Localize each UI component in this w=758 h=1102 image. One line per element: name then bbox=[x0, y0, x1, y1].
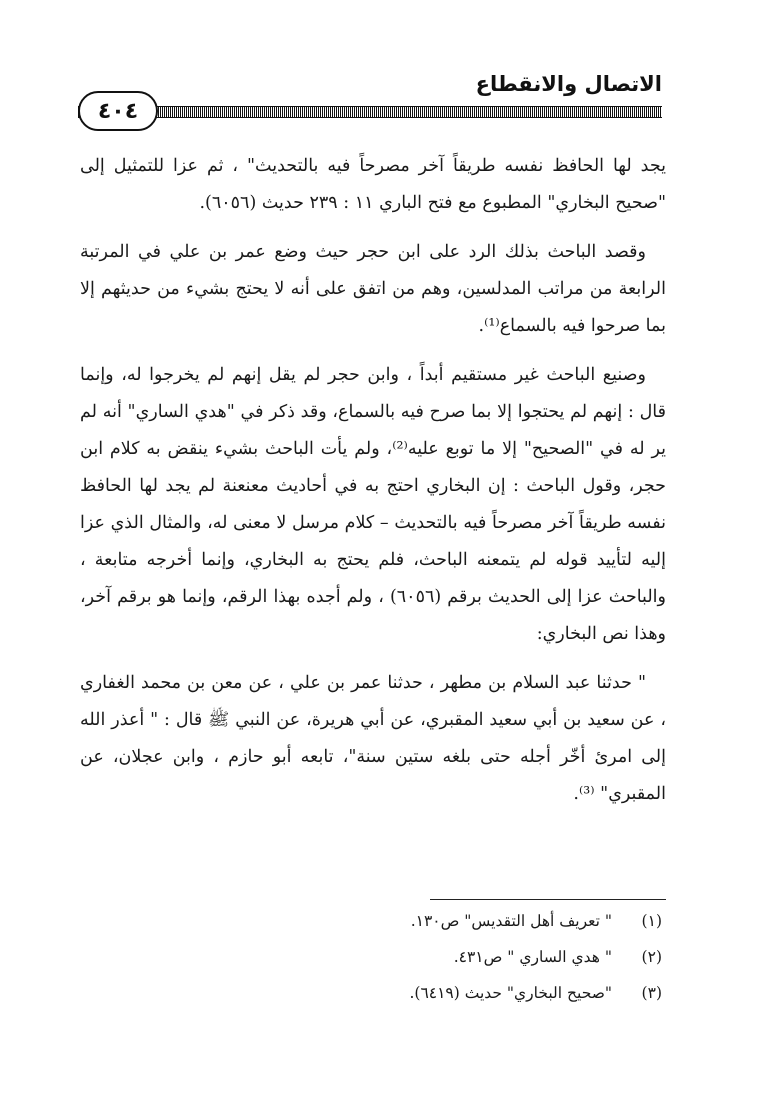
header-rule bbox=[78, 106, 662, 118]
footnote-separator bbox=[430, 899, 666, 900]
paragraph: " حدثنا عبد السلام بن مطهر ، حدثنا عمر بن علي ، عن معن بن محمد الغفاري ، عن سعيد بن أبي سعيد المقبري، عن أبي هريرة، عن النبي ﷺ قال : " أعذر الله إلى امرئ أخّر أجله حتى بلغه ستين سنة"، تابعه أبو حازم ، وابن عجلان، عن المقبري" ⁽³⁾. bbox=[80, 673, 666, 804]
running-title: الاتصال والانقطاع bbox=[475, 72, 662, 96]
page-number-badge: ٤٠٤ bbox=[78, 91, 158, 131]
footnote-number: (٣) bbox=[641, 984, 662, 1002]
footnote-item bbox=[200, 912, 662, 948]
main-text bbox=[80, 148, 666, 825]
paragraph: يجد لها الحافظ نفسه طريقاً آخر مصرحاً فيه بالتحديث" ، ثم عزا للتمثيل إلى "صحيح البخاري" المطبوع مع فتح الباري ١١ : ٢٣٩ حديث (٦٠٥٦). bbox=[80, 156, 666, 213]
footnote-item bbox=[200, 948, 662, 984]
page-header bbox=[78, 70, 662, 130]
footnote-number: (٢) bbox=[641, 948, 662, 966]
paragraph: وصنيع الباحث غير مستقيم أبداً ، وابن حجر لم يقل إنهم لم يخرجوا له، وإنما قال : إنهم لم يحتجوا إلا بما صرح فيه بالسماع، وقد ذكر في "هدي الساري" أنه لم ير له في "الصحيح" إلا ما توبع عليه⁽²⁾، ولم يأت الباحث بشيء ينقض به كلام ابن حجر، وقول الباحث : إن البخاري احتج به في أحاديث معنعنة لم يجد لها الحافظ نفسه طريقاً آخر مصرحاً فيه بالتحديث – كلام مرسل لا معنى له، والمثال الذي عزا إليه لتأييد قوله لم يتمعنه الباحث، فلم يحتج به البخاري، وإنما أخرجه متابعة ، والباحث عزا إلى الحديث برقم (٦٠٥٦) ، ولم أجده بهذا الرقم، وإنما هو برقم آخر، وهذا نص البخاري: bbox=[80, 365, 666, 644]
footnote-text: "صحيح البخاري" حديث (٦٤١٩). bbox=[409, 984, 612, 1002]
paragraph: وقصد الباحث بذلك الرد على ابن حجر حيث وضع عمر بن علي في المرتبة الرابعة من مراتب المدلسين، وهم من اتفق على أنه لا يحتج بشيء من حديثهم إلا بما صرحوا فيه بالسماع⁽¹⁾. bbox=[80, 242, 666, 336]
footnotes bbox=[200, 912, 662, 1020]
footnote-number: (١) bbox=[641, 912, 662, 930]
footnote-text: " تعريف أهل التقديس" ص١٣٠. bbox=[410, 912, 612, 930]
footnote-text: " هدي الساري " ص٤٣١. bbox=[453, 948, 612, 966]
footnote-item bbox=[200, 984, 662, 1020]
